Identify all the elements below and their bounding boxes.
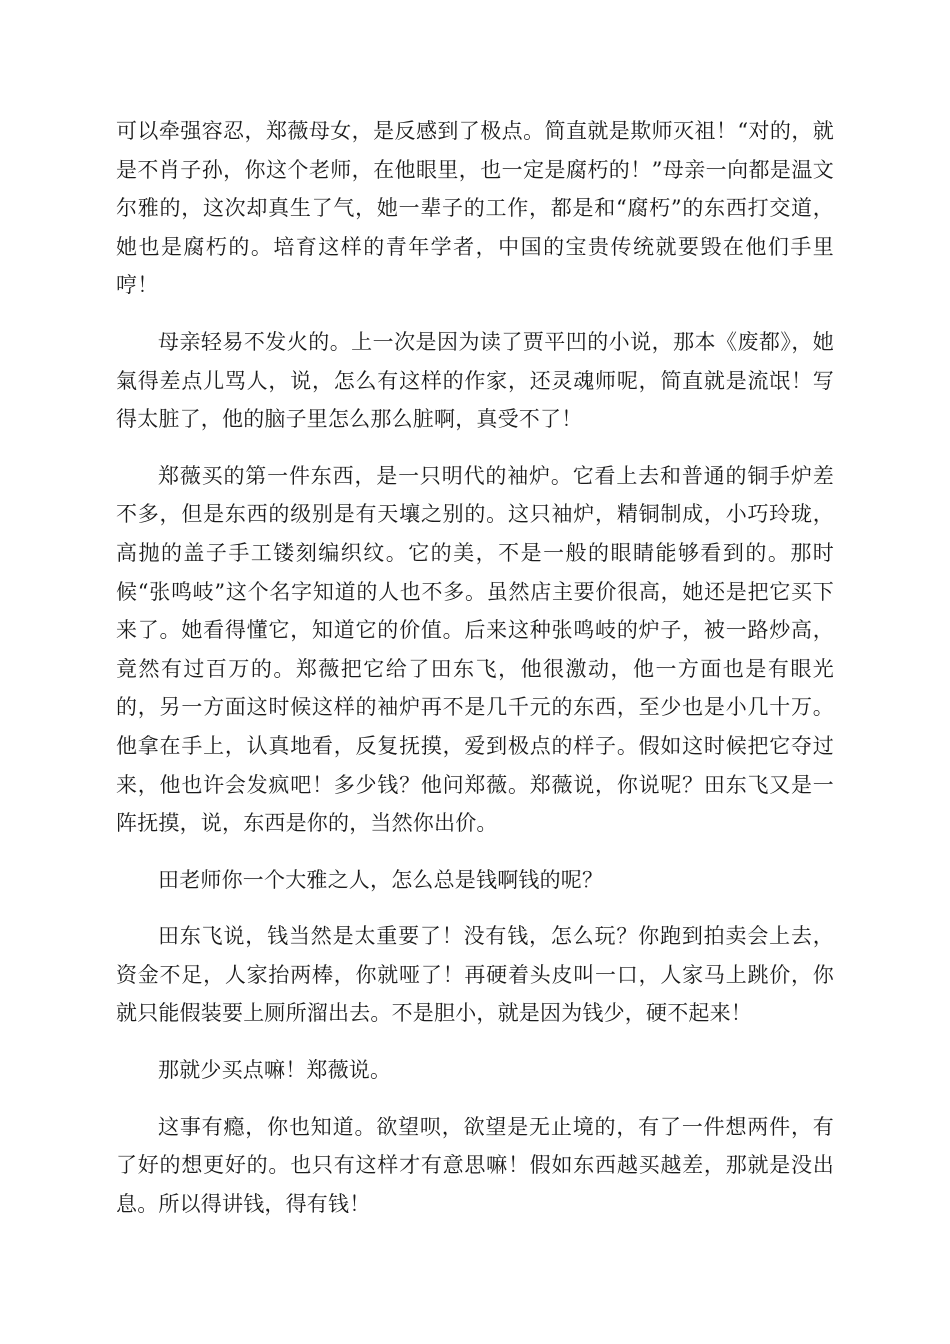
paragraph-6: 那就少买点嘛！郑薇说。 <box>158 1058 392 1083</box>
paragraph-5: 田东飞说，钱当然是太重要了！没有钱，怎么玩？你跑到拍卖会上去，资金不足，人家抬两棒，你就哑了！再硬着头皮叫一口，人家马上跳价，你就只能假装要上厕所溜出去。不是胆小，就是因为钱少，硬不起来！ <box>116 924 834 1026</box>
paragraph-3: 郑薇买的第一件东西，是一只明代的袖炉。它看上去和普通的铜手炉差不多，但是东西的级别是有天壤之别的。这只袖炉，精铜制成，小巧玲珑，高抛的盖子手工镂刻编织纹。它的美，不是一般的眼睛能够看到的。那时候“张鸣岐”这个名字知道的人也不多。虽然店主要价很高，她还是把它买下来了。她看得懂它，知道它的价值。后来这种张鸣岐的炉子，被一路炒高，竟然有过百万的。郑薇把它给了田东飞，他很激动，他一方面也是有眼光的，另一方面这时候这样的袖炉再不是几千元的东西，至少也是小几十万。他拿在手上，认真地看，反复抚摸，爱到极点的样子。假如这时候把它夺过来，他也许会发疯吧！多少钱？他问郑薇。郑薇说，你说呢？田东飞又是一阵抚摸，说，东西是你的，当然你出价。 <box>116 463 834 836</box>
paragraph-1: 可以牵强容忍，郑薇母女，是反感到了极点。简直就是欺师灭祖！“对的，就是不肖子孙，你这个老师，在他眼里，也一定是腐朽的！”母亲一向都是温文尔雅的，这次却真生了气，她一辈子的工作，都是和“腐朽”的东西打交道，她也是腐朽的。培育这样的青年学者，中国的宝贵传统就要毁在他们手里哼！ <box>116 119 834 298</box>
paragraph-4: 田老师你一个大雅之人，怎么总是钱啊钱的呢？ <box>158 867 604 892</box>
document-page <box>116 112 834 1223</box>
paragraph-7: 这事有瘾，你也知道。欲望呗，欲望是无止境的，有了一件想两件，有了好的想更好的。也只有这样才有意思嘛！假如东西越买越差，那就是没出息。所以得讲钱，得有钱！ <box>116 1114 834 1216</box>
paragraph-2: 母亲轻易不发火的。上一次是因为读了贾平凹的小说，那本《废都》，她氣得差点儿骂人，说，怎么有这样的作家，还灵魂师呢，简直就是流氓！写得太脏了，他的脑子里怎么那么脏啊，真受不了！ <box>116 329 834 432</box>
